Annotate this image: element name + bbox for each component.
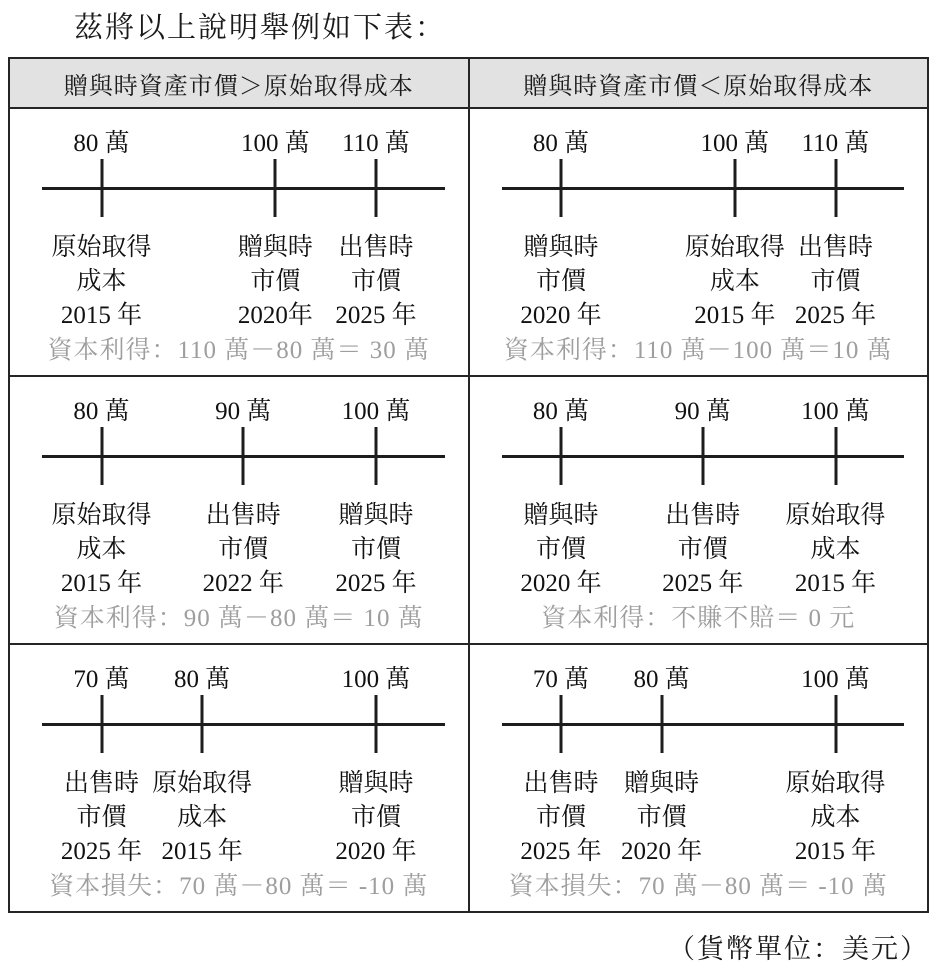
capital-gain-formula: 資本利得：110 萬－80 萬＝ 30 萬	[47, 337, 431, 364]
point-label-line: 市價	[350, 268, 402, 295]
point-value: 100 萬	[240, 130, 310, 157]
timeline-cell	[469, 108, 929, 376]
point-label-line: 贈與時	[624, 770, 700, 797]
example-table	[8, 57, 929, 913]
point-label	[203, 499, 284, 601]
point-label-line: 原始取得	[152, 770, 253, 797]
timeline-tick	[701, 427, 704, 485]
point-value: 80 萬	[633, 666, 690, 693]
point-label	[335, 767, 416, 869]
timeline-diagram	[10, 109, 468, 375]
header-market-lt-cost: 贈與時資產市價＜原始取得成本	[469, 58, 929, 108]
point-label-line: 市價	[76, 804, 127, 831]
point-label-line: 市價	[677, 536, 728, 563]
point-label-line: 2020 年	[335, 838, 417, 865]
point-label	[621, 767, 702, 869]
timeline-tick	[375, 427, 378, 485]
point-value: 100 萬	[341, 666, 411, 693]
point-label-line: 成本	[810, 536, 861, 563]
point-label	[520, 231, 601, 333]
currency-unit-note: （貨幣單位：美元）	[668, 934, 929, 964]
point-label-line: 市價	[218, 536, 269, 563]
table-header-row	[9, 58, 928, 108]
point-label-line: 出售時	[205, 502, 281, 529]
point-label-line: 贈與時	[523, 234, 599, 261]
timeline-tick	[560, 159, 563, 217]
timeline-tick	[733, 159, 736, 217]
capital-gain-formula: 資本利得：110 萬－100 萬＝10 萬	[503, 337, 893, 364]
point-label	[685, 231, 785, 333]
point-label-line: 贈與時	[237, 234, 313, 261]
timeline-tick	[100, 695, 103, 753]
table-row	[9, 108, 928, 376]
point-label-line: 2025 年	[335, 570, 417, 597]
point-label-line: 2025 年	[335, 302, 417, 329]
point-label-line: 市價	[535, 804, 587, 831]
point-label-line: 出售時	[338, 234, 414, 261]
timeline-tick	[100, 427, 103, 485]
point-label-line: 原始取得	[684, 234, 785, 261]
point-label-line: 2025 年	[520, 838, 602, 865]
point-label-line: 原始取得	[785, 770, 886, 797]
timeline-cell	[469, 644, 929, 912]
capital-gain-formula: 資本損失：70 萬－80 萬＝ -10 萬	[508, 873, 888, 900]
point-label-line: 贈與時	[338, 502, 414, 529]
page-title: 茲將以上說明舉例如下表：	[74, 12, 447, 44]
example-table-body	[9, 108, 928, 912]
point-label-line: 市價	[535, 536, 587, 563]
point-value: 90 萬	[674, 398, 731, 425]
timeline-tick	[834, 427, 837, 485]
timeline-diagram	[10, 645, 468, 911]
point-label	[51, 231, 151, 333]
point-label-line: 市價	[535, 268, 587, 295]
timeline-tick	[834, 159, 837, 217]
point-label-line: 2025 年	[60, 838, 143, 865]
timeline-tick	[242, 427, 245, 485]
point-label-line: 出售時	[63, 770, 140, 797]
table-row	[9, 644, 928, 912]
point-label-line: 出售時	[665, 502, 741, 529]
point-value: 110 萬	[801, 130, 870, 157]
point-label-line: 出售時	[523, 770, 599, 797]
point-label	[61, 767, 142, 869]
point-value: 100 萬	[341, 398, 411, 425]
point-label-line: 2015 年	[60, 302, 143, 329]
point-label-line: 市價	[250, 268, 301, 295]
point-value: 90 萬	[215, 398, 272, 425]
capital-gain-formula: 資本損失：70 萬－80 萬＝ -10 萬	[49, 873, 429, 900]
point-label-line: 原始取得	[785, 502, 886, 529]
point-label-line: 成本	[709, 268, 760, 295]
timeline-diagram	[470, 645, 928, 911]
point-label-line: 成本	[76, 268, 127, 295]
point-label-line: 成本	[810, 804, 861, 831]
point-label	[335, 231, 416, 333]
header-market-gt-cost: 贈與時資產市價＞原始取得成本	[9, 58, 469, 108]
point-label-line: 成本	[76, 536, 127, 563]
point-value: 100 萬	[801, 398, 870, 425]
capital-gain-formula: 資本利得：不賺不賠＝ 0 元	[541, 605, 856, 632]
point-label-line: 市價	[810, 268, 861, 295]
point-label-line: 成本	[177, 804, 228, 831]
timeline-tick	[201, 695, 204, 753]
capital-gain-formula: 資本利得：90 萬－80 萬＝ 10 萬	[53, 605, 424, 632]
point-label	[520, 499, 601, 601]
point-value: 100 萬	[700, 130, 770, 157]
timeline-tick	[274, 159, 277, 217]
point-label-line: 2020 年	[621, 838, 703, 865]
point-label	[335, 499, 416, 601]
point-label-line: 2020 年	[520, 302, 602, 329]
point-label	[238, 231, 313, 333]
point-label-line: 2025 年	[662, 570, 744, 597]
point-label-line: 2015 年	[694, 302, 776, 329]
point-label-line: 原始取得	[51, 502, 152, 529]
timeline-cell	[9, 376, 469, 644]
point-label-line: 2015 年	[161, 838, 243, 865]
point-value: 70 萬	[73, 666, 130, 693]
point-value: 80 萬	[532, 130, 590, 157]
timeline-tick	[834, 695, 837, 753]
point-label-line: 2022 年	[202, 570, 284, 597]
point-label-line: 市價	[350, 536, 402, 563]
timeline-cell	[469, 376, 929, 644]
timeline-tick	[375, 159, 378, 217]
point-label-line: 2020年	[237, 302, 313, 329]
point-value: 80 萬	[73, 398, 130, 425]
point-label-line: 市價	[350, 804, 402, 831]
point-label	[662, 499, 743, 601]
point-label-line: 市價	[636, 804, 687, 831]
point-label-line: 2025 年	[794, 302, 877, 329]
timeline-cell	[9, 644, 469, 912]
point-label	[785, 767, 885, 869]
timeline-diagram	[470, 377, 928, 643]
point-value: 80 萬	[174, 666, 231, 693]
point-value: 80 萬	[73, 130, 130, 157]
timeline-tick	[100, 159, 103, 217]
point-label-line: 出售時	[797, 234, 874, 261]
point-label-line: 贈與時	[338, 770, 414, 797]
point-value: 80 萬	[532, 398, 590, 425]
timeline-tick	[375, 695, 378, 753]
point-label-line: 2020 年	[520, 570, 602, 597]
timeline-tick	[560, 427, 563, 485]
point-value: 100 萬	[801, 666, 870, 693]
point-label	[795, 231, 876, 333]
point-label-line: 贈與時	[523, 502, 599, 529]
point-label	[785, 499, 885, 601]
table-row	[9, 376, 928, 644]
point-label-line: 2015 年	[794, 570, 877, 597]
timeline-diagram	[470, 109, 928, 375]
point-label-line: 原始取得	[51, 234, 152, 261]
point-value: 110 萬	[342, 130, 410, 157]
point-label-line: 2015 年	[60, 570, 143, 597]
timeline-tick	[660, 695, 663, 753]
point-label	[51, 499, 151, 601]
point-label	[152, 767, 252, 869]
point-value: 70 萬	[532, 666, 590, 693]
timeline-tick	[560, 695, 563, 753]
timeline-diagram	[10, 377, 468, 643]
point-label	[520, 767, 601, 869]
timeline-cell	[9, 108, 469, 376]
point-label-line: 2015 年	[794, 838, 877, 865]
